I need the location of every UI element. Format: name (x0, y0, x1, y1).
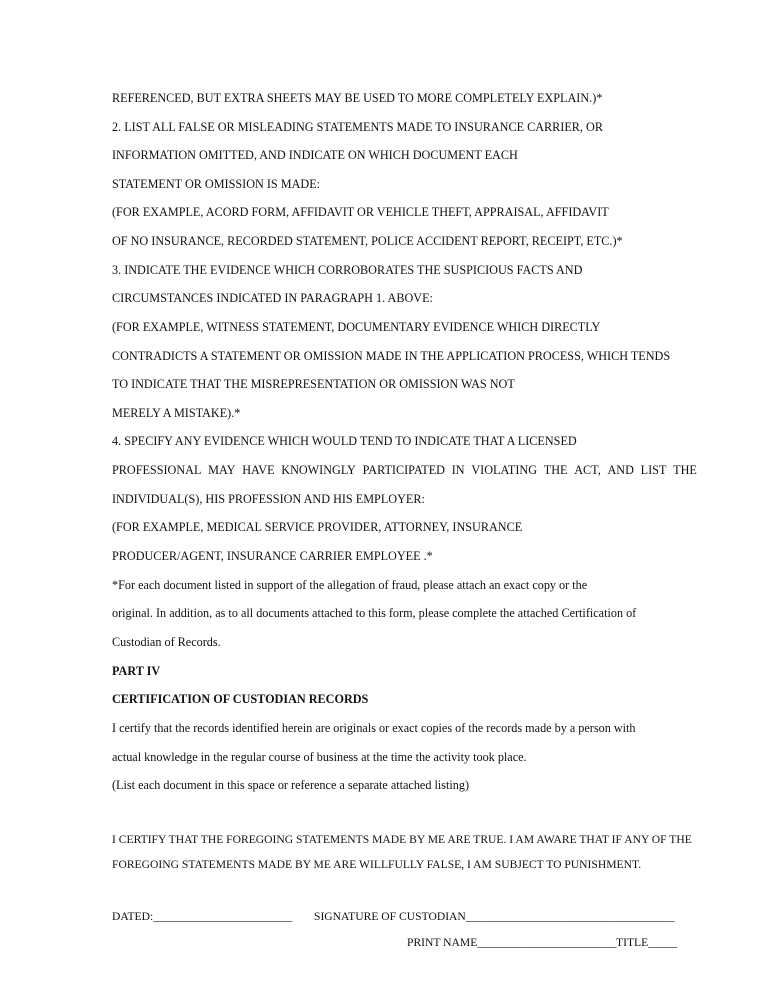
word: THE (543, 463, 568, 477)
doc-line: PRODUCER/AGENT, INSURANCE CARRIER EMPLOYEE .* (112, 549, 433, 563)
word: KNOWINGLY (281, 463, 356, 477)
doc-line: REFERENCED, BUT EXTRA SHEETS MAY BE USED TO MORE COMPLETELY EXPLAIN.)* (112, 91, 603, 105)
word: PROFESSIONAL (112, 463, 202, 477)
word: THE (673, 463, 697, 477)
part-heading: PART IV (112, 664, 161, 678)
footnote-line: Custodian of Records. (112, 635, 221, 649)
doc-line: OF NO INSURANCE, RECORDED STATEMENT, POLICE ACCIDENT REPORT, RECEIPT, ETC.)* (112, 234, 623, 248)
doc-line: 2. LIST ALL FALSE OR MISLEADING STATEMENTS MADE TO INSURANCE CARRIER, OR (112, 120, 603, 134)
word: VIOLATING (471, 463, 538, 477)
doc-line: TO INDICATE THAT THE MISREPRESENTATION OR OMISSION WAS NOT (112, 377, 515, 391)
footnote-line: original. In addition, as to all documents attached to this form, please complete the attached Certification of (112, 606, 637, 620)
word: AND (607, 463, 634, 477)
doc-line: MERELY A MISTAKE).* (112, 406, 241, 420)
doc-line: (FOR EXAMPLE, WITNESS STATEMENT, DOCUMENTARY EVIDENCE WHICH DIRECTLY (112, 320, 601, 334)
custodian-signature-field[interactable]: SIGNATURE OF CUSTODIAN____________________________________ (314, 910, 675, 923)
section-heading: CERTIFICATION OF CUSTODIAN RECORDS (112, 692, 369, 706)
doc-line: INDIVIDUAL(S), HIS PROFESSION AND HIS EMPLOYER: (112, 492, 425, 506)
doc-line: CIRCUMSTANCES INDICATED IN PARAGRAPH 1. ABOVE: (112, 291, 433, 305)
word: MAY (208, 463, 236, 477)
doc-line: CONTRADICTS A STATEMENT OR OMISSION MADE IN THE APPLICATION PROCESS, WHICH TENDS (112, 349, 671, 363)
statement-line: I CERTIFY THAT THE FOREGOING STATEMENTS MADE BY ME ARE TRUE. I AM AWARE THAT IF ANY OF THE (112, 833, 692, 846)
certification-line: actual knowledge in the regular course of business at the time the activity took place. (112, 750, 527, 764)
word: LIST (640, 463, 667, 477)
certification-line: (List each document in this space or reference a separate attached listing) (112, 778, 469, 792)
word: PARTICIPATED (362, 463, 445, 477)
doc-line: (FOR EXAMPLE, ACORD FORM, AFFIDAVIT OR VEHICLE THEFT, APPRAISAL, AFFIDAVIT (112, 205, 609, 219)
doc-line: STATEMENT OR OMISSION IS MADE: (112, 177, 321, 191)
doc-line: 3. INDICATE THE EVIDENCE WHICH CORROBORATES THE SUSPICIOUS FACTS AND (112, 263, 583, 277)
title-field[interactable]: TITLE_____ (616, 936, 678, 949)
doc-line-justified (112, 464, 697, 476)
word: HAVE (242, 463, 275, 477)
print-name-field[interactable]: PRINT NAME________________________ (407, 936, 617, 949)
dated-field[interactable]: DATED:________________________ (112, 910, 293, 923)
word: ACT, (574, 463, 601, 477)
statement-line: FOREGOING STATEMENTS MADE BY ME ARE WILLFULLY FALSE, I AM SUBJECT TO PUNISHMENT. (112, 858, 642, 871)
doc-line: INFORMATION OMITTED, AND INDICATE ON WHICH DOCUMENT EACH (112, 148, 518, 162)
footnote-line: *For each document listed in support of the allegation of fraud, please attach an exact copy or the (112, 578, 588, 592)
word: IN (451, 463, 465, 477)
doc-line: 4. SPECIFY ANY EVIDENCE WHICH WOULD TEND TO INDICATE THAT A LICENSED (112, 434, 577, 448)
doc-line: (FOR EXAMPLE, MEDICAL SERVICE PROVIDER, ATTORNEY, INSURANCE (112, 520, 523, 534)
certification-line: I certify that the records identified herein are originals or exact copies of the records made by a person with (112, 721, 636, 735)
